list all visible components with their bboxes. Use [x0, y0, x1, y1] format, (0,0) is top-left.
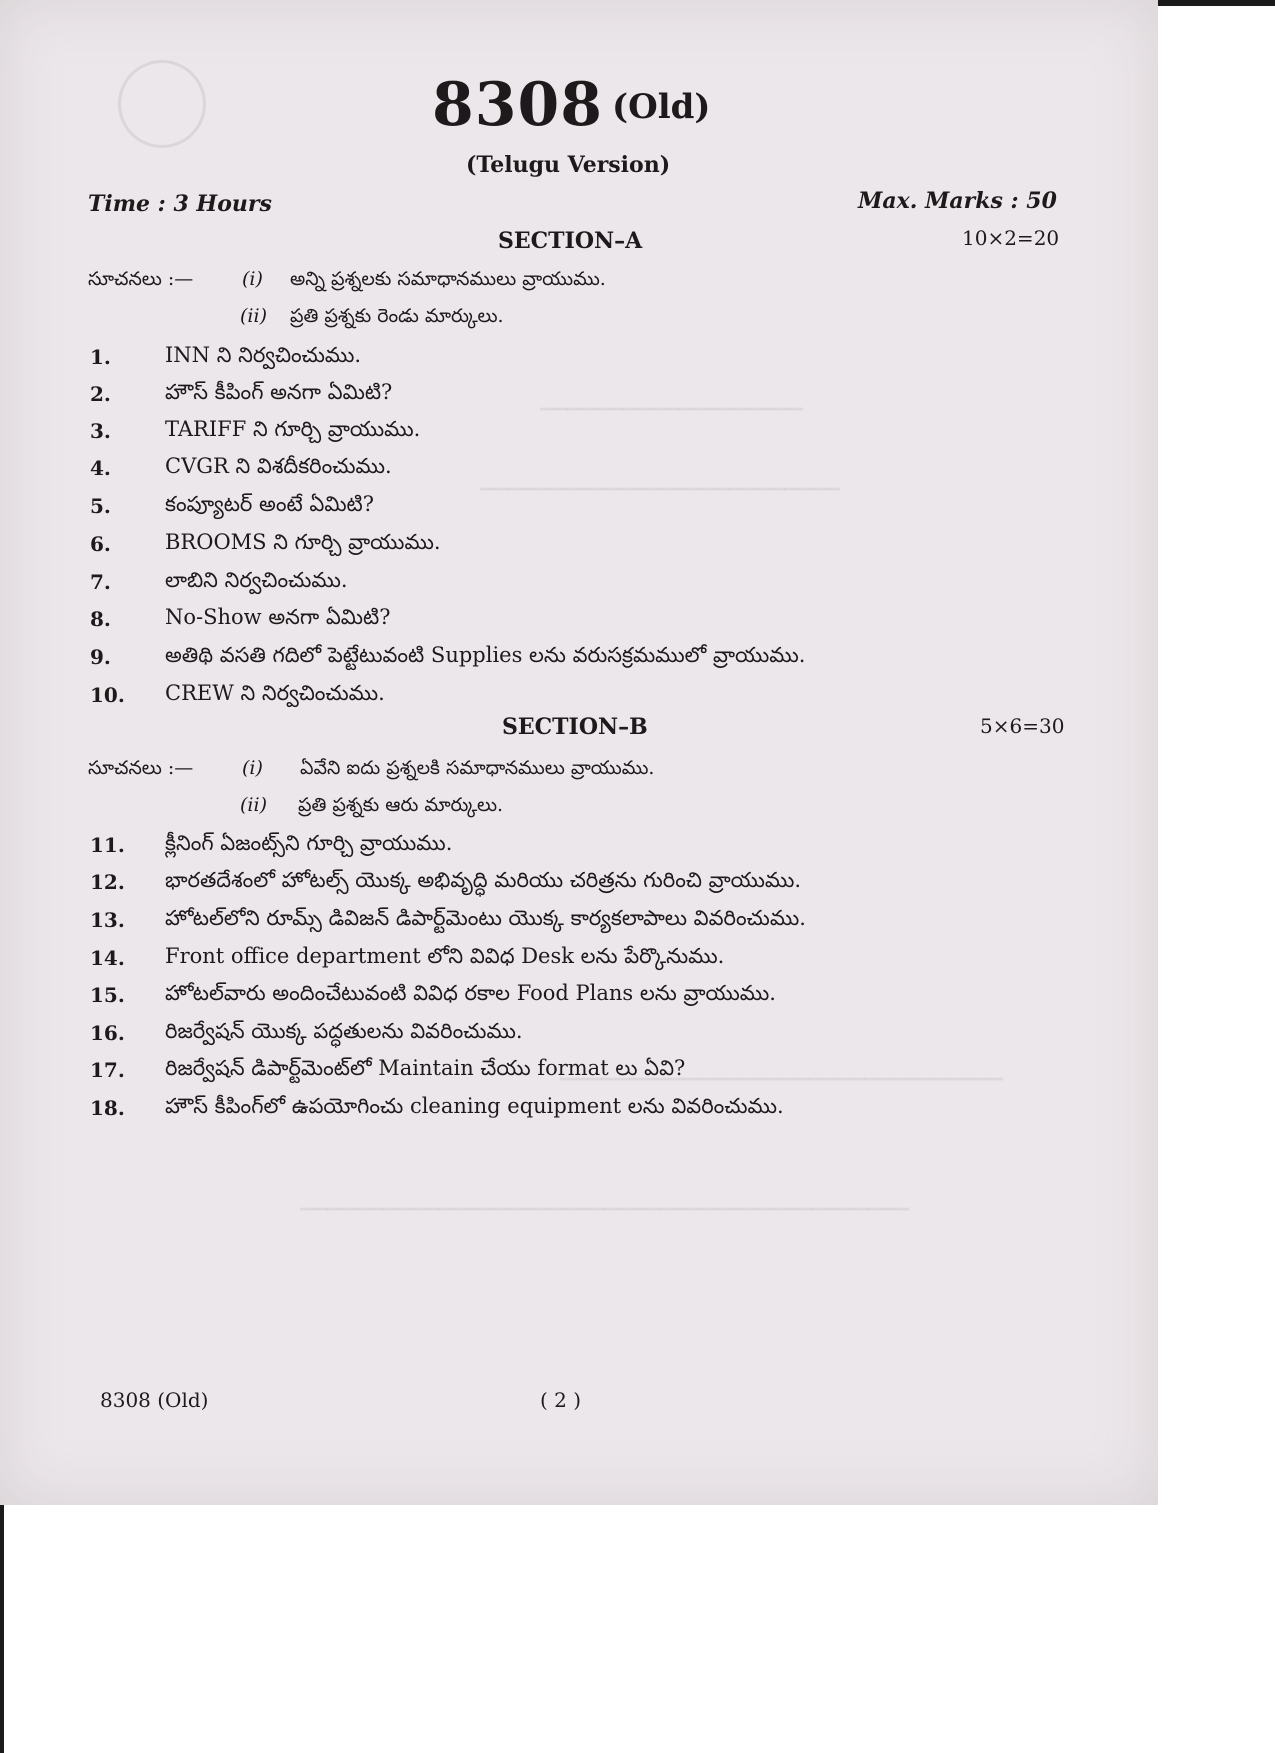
question-number: 12. [90, 870, 125, 894]
question-text: భారతదేశంలో హోటల్స్ యొక్క అభివృద్ధి మరియు చరిత్రను గురించి వ్రాయుము. [165, 868, 802, 892]
question-number: 16. [90, 1021, 125, 1045]
section-a-title: SECTION–A [498, 228, 643, 254]
question-text: TARIFF ని గూర్చి వ్రాయుము. [165, 417, 421, 441]
question-number: 1. [90, 345, 111, 369]
section-b-instruction-1-num: (i) [242, 757, 263, 779]
question-number: 17. [90, 1058, 125, 1082]
question-number: 4. [90, 456, 111, 480]
question-text: హౌస్ కీపింగ్ అనగా ఏమిటి? [165, 380, 393, 404]
show-through: ▁▁▁▁▁▁▁▁▁▁▁▁▁▁▁▁▁▁▁▁▁▁▁▁▁▁▁▁▁▁▁▁▁▁▁▁▁▁▁▁▁▁▁▁ [300, 1190, 910, 1211]
paper-code: 8308 [432, 70, 603, 140]
question-text: BROOMS ని గూర్చి వ్రాయుము. [165, 530, 441, 554]
question-number: 3. [90, 419, 111, 443]
question-number: 18. [90, 1096, 125, 1120]
question-text: లాబిని నిర్వచించుము. [165, 568, 348, 592]
paper-edition: (Old) [612, 87, 711, 127]
show-through: ▁▁▁▁▁▁▁▁▁▁▁▁▁▁▁▁▁▁▁ [540, 390, 804, 411]
section-a-instruction-2: ప్రతి ప్రశ్నకు రెండు మార్కులు. [290, 305, 504, 327]
footer-paper-code: 8308 (Old) [100, 1388, 209, 1412]
question-text: హోటల్‌వారు అందించేటువంటి వివిధ రకాల Food Plans లను వ్రాయుము. [165, 981, 776, 1005]
section-b-instructions-label: సూచనలు :— [88, 757, 194, 779]
question-text: రిజర్వేషన్ డిపార్ట్‌మెంట్‌లో Maintain చేయు format లు ఏవి? [165, 1056, 686, 1080]
section-a-marks: 10×2=20 [962, 226, 1060, 250]
question-number: 8. [90, 607, 111, 631]
section-a-instruction-1-num: (i) [242, 268, 263, 290]
question-text: CVGR ని విశదీకరించుము. [165, 454, 392, 478]
question-number: 5. [90, 494, 111, 518]
section-a-instruction-1: అన్ని ప్రశ్నలకు సమాధానములు వ్రాయుము. [290, 268, 606, 290]
question-number: 14. [90, 946, 125, 970]
question-number: 9. [90, 645, 111, 669]
question-number: 13. [90, 908, 125, 932]
question-text: Front office department లోని వివిధ Desk లను పేర్కొనుము. [165, 944, 725, 968]
page-number: ( 2 ) [540, 1388, 582, 1412]
section-b-instruction-1: ఏవేని ఐదు ప్రశ్నలకి సమాధానములు వ్రాయుము. [300, 757, 655, 779]
question-number: 11. [90, 833, 125, 857]
faint-stamp [118, 60, 206, 148]
question-text: కంప్యూటర్ అంటే ఏమిటి? [165, 492, 375, 516]
section-b-title: SECTION–B [502, 714, 648, 740]
max-marks: Max. Marks : 50 [858, 188, 1057, 214]
question-text: No-Show అనగా ఏమిటి? [165, 605, 391, 629]
section-b-instruction-2-num: (ii) [240, 794, 267, 816]
show-through: ▁▁▁▁▁▁▁▁▁▁▁▁▁▁▁▁▁▁▁▁▁▁▁▁▁▁▁▁▁▁▁▁ [560, 1060, 1003, 1081]
section-a-instructions-label: సూచనలు :— [88, 268, 194, 290]
question-number: 10. [90, 683, 125, 707]
question-text: హోటల్‌లోని రూమ్స్ డివిజన్ డిపార్ట్‌మెంటు యొక్క కార్యకలాపాలు వివరించుము. [165, 906, 806, 930]
question-text: క్లీనింగ్ ఏజంట్స్‌ని గూర్చి వ్రాయుము. [165, 831, 453, 855]
question-text: రిజర్వేషన్ యొక్క పద్ధతులను వివరించుము. [165, 1019, 523, 1043]
scan-edge-left [0, 1505, 4, 1753]
question-number: 2. [90, 382, 111, 406]
section-b-instruction-2: ప్రతి ప్రశ్నకు ఆరు మార్కులు. [298, 794, 504, 816]
paper-version: (Telugu Version) [466, 152, 671, 178]
scan-edge-top [1158, 0, 1275, 6]
question-text: CREW ని నిర్వచించుము. [165, 681, 385, 705]
section-b-marks: 5×6=30 [980, 714, 1065, 738]
question-number: 15. [90, 983, 125, 1007]
question-number: 6. [90, 532, 111, 556]
question-text: హౌస్ కీపింగ్‌లో ఉపయోగించు cleaning equipment లను వివరించుము. [165, 1094, 784, 1118]
show-through: ▁▁▁▁▁▁▁▁▁▁▁▁▁▁▁▁▁▁▁▁▁▁▁▁▁▁ [480, 470, 840, 491]
scan-margin [1158, 0, 1275, 1505]
question-number: 7. [90, 570, 111, 594]
exam-duration: Time : 3 Hours [88, 191, 272, 217]
section-a-instruction-2-num: (ii) [240, 305, 267, 327]
question-text: అతిథి వసతి గదిలో పెట్టేటువంటి Supplies లను వరుసక్రమములో వ్రాయుము. [165, 643, 806, 667]
question-text: INN ని నిర్వచించుము. [165, 343, 362, 367]
